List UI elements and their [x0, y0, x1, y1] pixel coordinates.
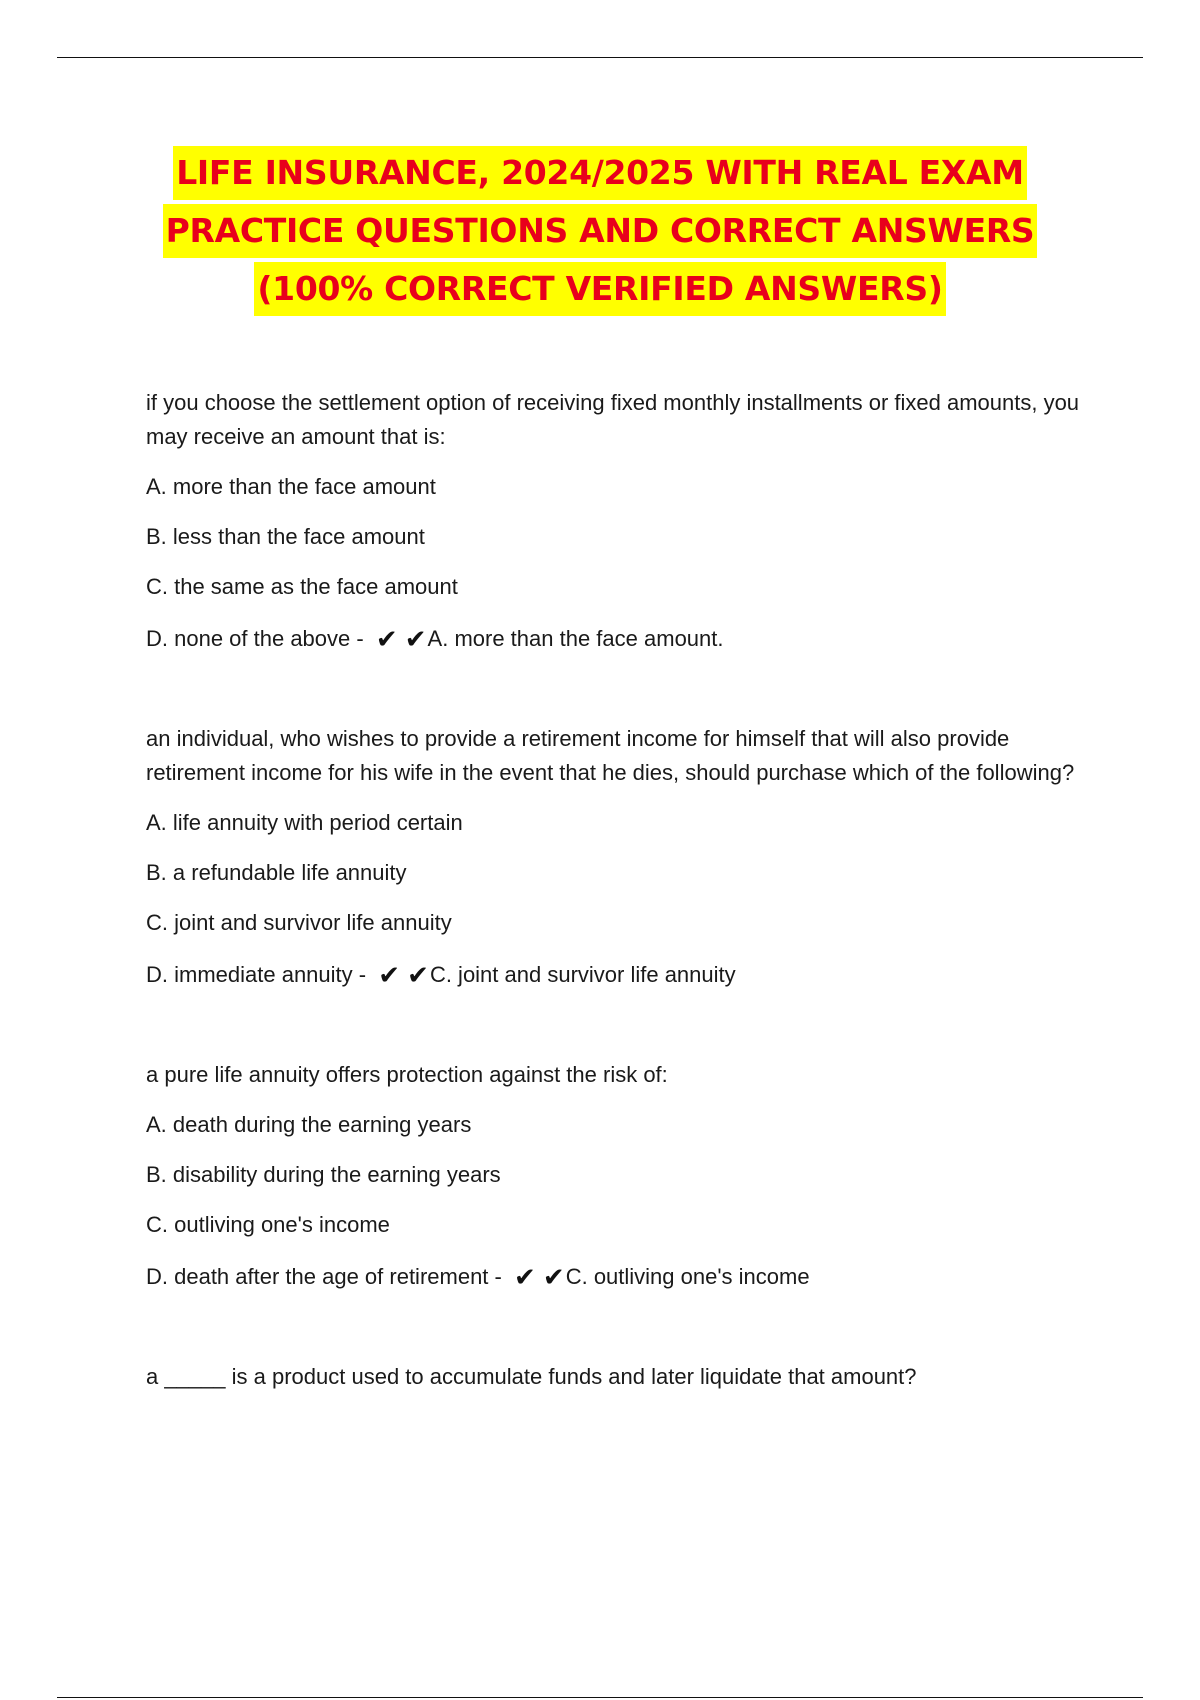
- option-c: C. outliving one's income: [146, 1212, 390, 1237]
- title-line-2: PRACTICE QUESTIONS AND CORRECT ANSWERS: [0, 204, 1200, 262]
- check-icon: ✔: [542, 1262, 565, 1292]
- answer-text: C. joint and survivor life annuity: [429, 962, 736, 987]
- option-b: B. disability during the earning years: [146, 1162, 501, 1187]
- question-text: if you choose the settlement option of receiving fixed monthly installments or fixed amounts, you may receive an amount that is:: [146, 390, 1080, 449]
- option-a: A. more than the face amount: [146, 474, 436, 499]
- answer-checks: [376, 620, 428, 658]
- title-line-1: LIFE INSURANCE, 2024/2025 WITH REAL EXAM: [0, 146, 1200, 204]
- option-a: A. life annuity with period certain: [146, 810, 463, 835]
- question-1: [146, 386, 1096, 658]
- top-divider: [57, 57, 1143, 58]
- answer-checks: [514, 1258, 566, 1296]
- check-icon: ✔: [513, 1262, 536, 1292]
- option-b: B. a refundable life annuity: [146, 860, 407, 885]
- option-d: D. immediate annuity -: [146, 962, 367, 987]
- title-line-3: (100% CORRECT VERIFIED ANSWERS): [0, 262, 1200, 320]
- option-d-with-answer: [146, 620, 1096, 658]
- option-d-with-answer: [146, 1258, 1096, 1296]
- check-icon: ✔: [404, 624, 427, 654]
- question-2: [146, 722, 1096, 994]
- question-text: an individual, who wishes to provide a retirement income for himself that will also provide retirement income for his wife in the event that he dies, should purchase which of the following?: [146, 726, 1075, 785]
- answer-text: A. more than the face amount.: [427, 626, 724, 651]
- check-icon: ✔: [407, 960, 429, 990]
- bottom-divider: [57, 1697, 1143, 1698]
- option-d-with-answer: [146, 956, 1096, 994]
- check-icon: ✔: [375, 624, 398, 654]
- question-text: a _____ is a product used to accumulate funds and later liquidate that amount?: [146, 1364, 917, 1389]
- option-c: C. joint and survivor life annuity: [146, 910, 452, 935]
- check-icon: ✔: [378, 960, 401, 990]
- option-d: D. death after the age of retirement -: [146, 1264, 502, 1289]
- question-text: a pure life annuity offers protection against the risk of:: [146, 1062, 668, 1087]
- answer-text: C. outliving one's income: [565, 1264, 810, 1289]
- option-d: D. none of the above -: [146, 626, 364, 651]
- option-a: A. death during the earning years: [146, 1112, 472, 1137]
- answer-checks: [378, 956, 430, 994]
- option-c: C. the same as the face amount: [146, 574, 458, 599]
- document-title: [0, 146, 1200, 320]
- question-3: [146, 1058, 1096, 1296]
- question-4: [146, 1360, 1096, 1394]
- question-list: [146, 386, 1096, 1458]
- option-b: B. less than the face amount: [146, 524, 425, 549]
